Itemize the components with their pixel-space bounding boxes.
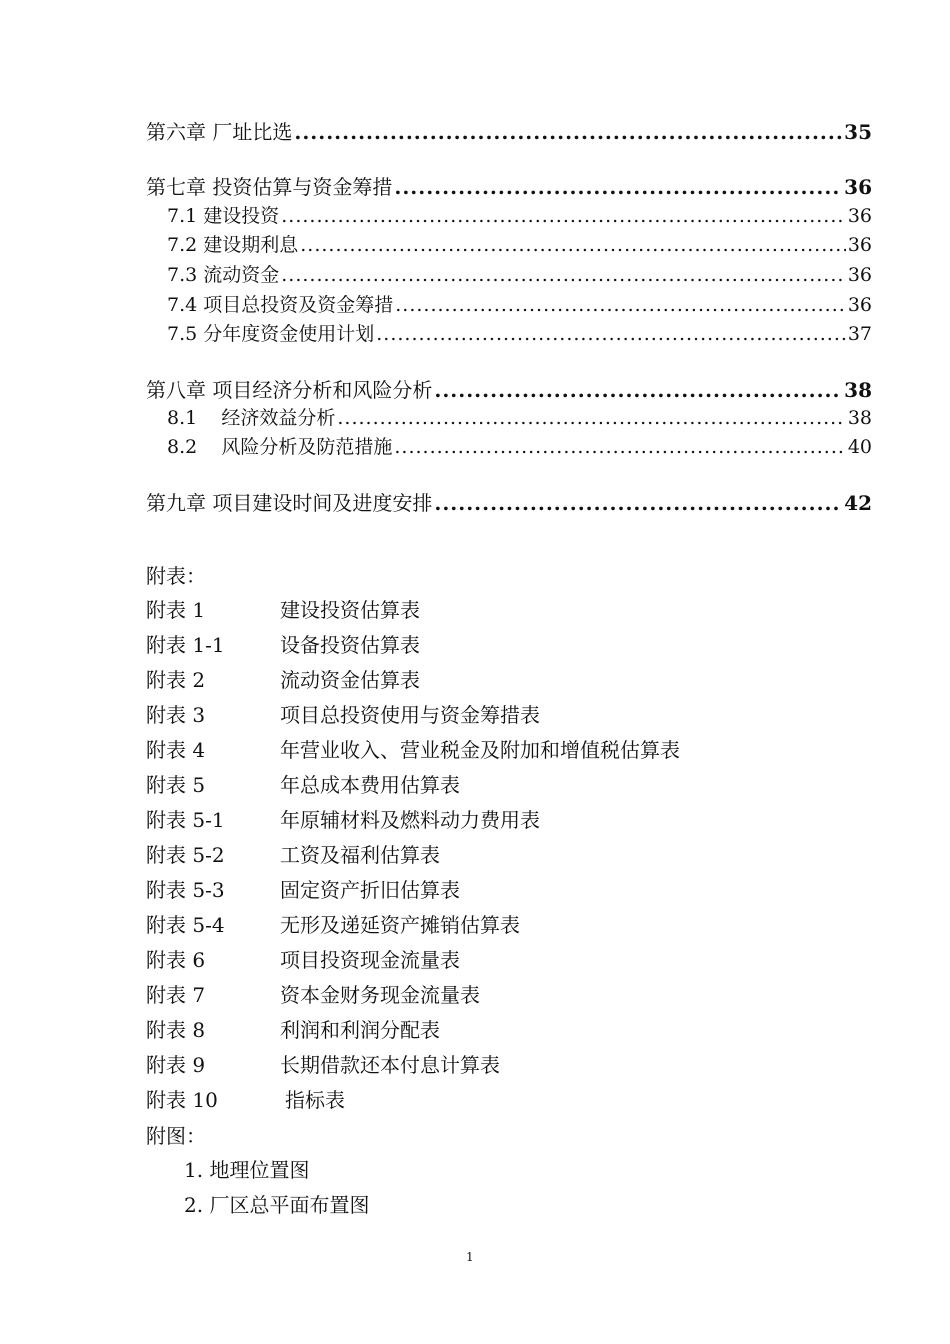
toc-entry-page: 36 bbox=[844, 175, 872, 199]
toc-entry-page: 42 bbox=[844, 491, 872, 515]
toc-dot-leader bbox=[394, 175, 842, 199]
toc-entry-8-2[interactable] bbox=[167, 432, 872, 462]
attachment-name: 项目投资现金流量表 bbox=[280, 948, 460, 972]
toc-entry-chapter-9[interactable] bbox=[146, 487, 872, 517]
attachment-number: 附表 3 bbox=[146, 703, 206, 727]
toc-dot-leader bbox=[434, 378, 842, 402]
toc-entry-title: 第七章 投资估算与资金筹措 bbox=[146, 175, 393, 199]
toc-entry-page: 38 bbox=[847, 407, 872, 429]
attachment-name: 年总成本费用估算表 bbox=[280, 773, 460, 797]
attachment-name: 年营业收入、营业税金及附加和增值税估算表 bbox=[280, 738, 680, 762]
figure-item: 1. 地理位置图 bbox=[184, 1158, 310, 1182]
attachment-number: 附表 5-3 bbox=[146, 878, 225, 902]
toc-entry-page: 36 bbox=[847, 264, 872, 286]
toc-entry-title: 7.4 项目总投资及资金筹措 bbox=[167, 294, 394, 316]
toc-dot-leader bbox=[395, 294, 846, 316]
attachment-number: 附表 5-1 bbox=[146, 808, 225, 832]
attachment-name: 资本金财务现金流量表 bbox=[280, 983, 480, 1007]
attachment-name: 工资及福利估算表 bbox=[280, 843, 440, 867]
toc-entry-page: 35 bbox=[844, 120, 872, 144]
toc-entry-8-1[interactable] bbox=[167, 403, 872, 433]
toc-entry-chapter-6[interactable] bbox=[146, 116, 872, 146]
toc-dot-leader bbox=[300, 234, 846, 256]
attachment-number: 附表 5 bbox=[146, 773, 206, 797]
toc-entry-title: 8.1 经济效益分析 bbox=[167, 407, 336, 429]
attachment-number: 附表 10 bbox=[146, 1088, 218, 1112]
attachment-name: 固定资产折旧估算表 bbox=[280, 878, 460, 902]
attachment-number: 附表 6 bbox=[146, 948, 206, 972]
toc-entry-title: 7.1 建设投资 bbox=[167, 205, 280, 227]
toc-entry-title: 7.5 分年度资金使用计划 bbox=[167, 323, 375, 345]
toc-dot-leader bbox=[394, 436, 845, 458]
attachment-name: 建设投资估算表 bbox=[280, 598, 420, 622]
toc-entry-7-3[interactable] bbox=[167, 260, 872, 290]
attachment-number: 附表 4 bbox=[146, 738, 206, 762]
attachment-name: 项目总投资使用与资金筹措表 bbox=[280, 703, 540, 727]
page-number: 1 bbox=[466, 1250, 474, 1264]
attachment-number: 附表 8 bbox=[146, 1018, 206, 1042]
attachment-number: 附表 9 bbox=[146, 1053, 206, 1077]
toc-dot-leader bbox=[376, 323, 846, 345]
toc-entry-7-5[interactable] bbox=[167, 319, 872, 349]
toc-dot-leader bbox=[281, 205, 846, 227]
attachment-number: 附表 5-2 bbox=[146, 843, 225, 867]
toc-dot-leader bbox=[337, 407, 845, 429]
attachment-number: 附表 1-1 bbox=[146, 633, 225, 657]
toc-entry-title: 7.3 流动资金 bbox=[167, 264, 280, 286]
toc-entry-page: 36 bbox=[847, 234, 872, 256]
toc-entry-7-4[interactable] bbox=[167, 290, 872, 320]
toc-entry-chapter-7[interactable] bbox=[146, 171, 872, 201]
attachment-name: 长期借款还本付息计算表 bbox=[280, 1053, 500, 1077]
toc-entry-page: 36 bbox=[847, 294, 872, 316]
figure-item: 2. 厂区总平面布置图 bbox=[184, 1193, 370, 1217]
toc-entry-7-2[interactable] bbox=[167, 230, 872, 260]
toc-entry-title: 第八章 项目经济分析和风险分析 bbox=[146, 378, 433, 402]
toc-entry-chapter-8[interactable] bbox=[146, 374, 872, 404]
toc-entry-title: 8.2 风险分析及防范措施 bbox=[167, 436, 393, 458]
toc-entry-page: 38 bbox=[844, 378, 872, 402]
attachment-name: 设备投资估算表 bbox=[280, 633, 420, 657]
toc-entry-title: 7.2 建设期利息 bbox=[167, 234, 299, 256]
attachments-heading: 附表： bbox=[146, 564, 206, 588]
toc-entry-page: 36 bbox=[847, 205, 872, 227]
toc-dot-leader bbox=[434, 491, 842, 515]
toc-entry-page: 40 bbox=[847, 436, 872, 458]
toc-entry-page: 37 bbox=[847, 323, 872, 345]
toc-entry-title: 第六章 厂址比选 bbox=[146, 120, 293, 144]
attachment-name: 利润和利润分配表 bbox=[280, 1018, 440, 1042]
attachment-number: 附表 1 bbox=[146, 598, 206, 622]
toc-dot-leader bbox=[294, 120, 842, 144]
attachment-name: 无形及递延资产摊销估算表 bbox=[280, 913, 520, 937]
figures-heading: 附图： bbox=[146, 1124, 206, 1148]
toc-dot-leader bbox=[281, 264, 846, 286]
toc-entry-title: 第九章 项目建设时间及进度安排 bbox=[146, 491, 433, 515]
attachment-number: 附表 7 bbox=[146, 983, 206, 1007]
attachment-number: 附表 2 bbox=[146, 668, 206, 692]
attachment-name: 指标表 bbox=[285, 1088, 345, 1112]
attachment-name: 流动资金估算表 bbox=[280, 668, 420, 692]
attachment-number: 附表 5-4 bbox=[146, 913, 225, 937]
toc-entry-7-1[interactable] bbox=[167, 201, 872, 231]
attachment-name: 年原辅材料及燃料动力费用表 bbox=[280, 808, 540, 832]
